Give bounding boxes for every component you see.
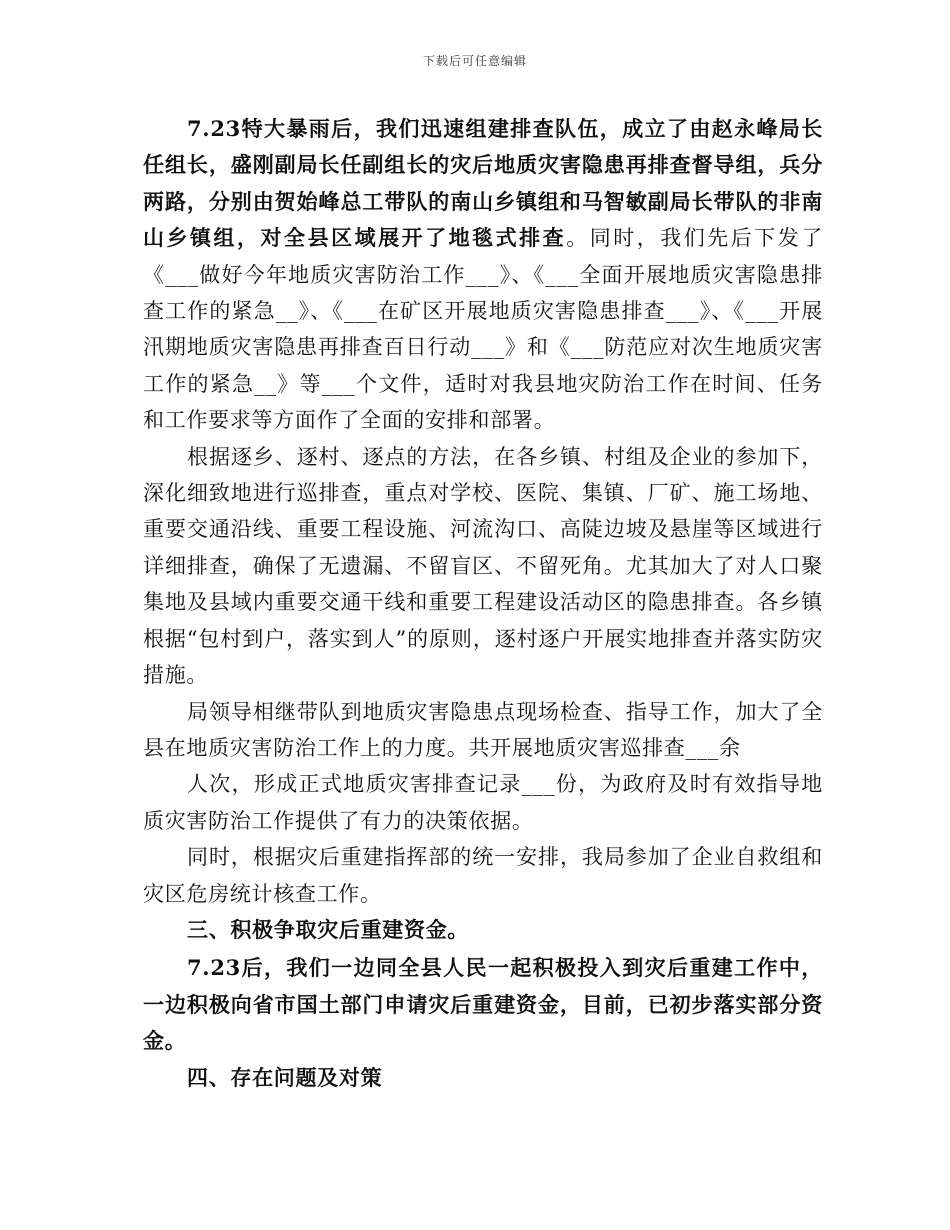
heading-problems: 四、存在问题及对策 xyxy=(187,1064,383,1090)
paragraph-investigation-rest: 。同时，我们先后下发了《___做好今年地质灾害防治工作___》、《___全面开展地质灾害隐患排查工作的紧急__》、《___在矿区开展地质灾害隐患排查___》、《___开展汛期地质灾害隐患再排查百日行动___》和《___防范应对次生地质灾害工作的紧急__》等___个文件，适时对我县地灾防治工作在时间、任务和工作要求等方面作了全面的安排和部署。 xyxy=(143,226,823,433)
paragraph-records: 人次，形成正式地质灾害排查记录___份，为政府及时有效指导地质灾害防治工作提供了有力的决策依据。 xyxy=(143,772,823,833)
paragraph-funding: 7.23后，我们一边同全县人民一起积极投入到灾后重建工作中，一边积极向省市国土部门申请灾后重建资金，目前，已初步落实部分资金。 xyxy=(143,955,823,1054)
paragraph-method: 根据逐乡、逐村、逐点的方法，在各乡镇、村组及企业的参加下，深化细致地进行巡排查，重点对学校、医院、集镇、厂矿、施工场地、重要交通沿线、重要工程设施、河流沟口、高陡边坡及悬崖等区域进行详细排查，确保了无遗漏、不留盲区、不留死角。尤其加大了对人口聚集地及县域内重要交通干线和重要工程建设活动区的隐患排查。各乡镇根据“包村到户，落实到人”的原则，逐村逐户开展实地排查并落实防灾措施。 xyxy=(143,444,823,688)
page-header: 下载后可任意编辑 xyxy=(422,54,527,68)
paragraph-reconstruction-arrangement: 同时，根据灾后重建指挥部的统一安排，我局参加了企业自救组和灾区危房统计核查工作。 xyxy=(143,845,823,906)
paragraph-investigation xyxy=(143,111,823,439)
heading-funding: 三、积极争取灾后重建资金。 xyxy=(187,916,470,942)
paragraph-leadership: 局领导相继带队到地质灾害隐患点现场检查、指导工作，加大了全县在地质灾害防治工作上的力度。共开展地质灾害巡排查___余 xyxy=(143,699,823,760)
document-body xyxy=(143,111,823,1096)
paragraph-investigation-bold: 7.23特大暴雨后，我们迅速组建排查队伍，成立了由赵永峰局长任组长，盛刚副局长任副组长的灾后地质灾害隐患再排查督导组，兵分两路，分别由贺始峰总工带队的南山乡镇组和马智敏副局长带队的非南山乡镇组，对全县区域展开了地毯式排查 xyxy=(143,116,823,251)
